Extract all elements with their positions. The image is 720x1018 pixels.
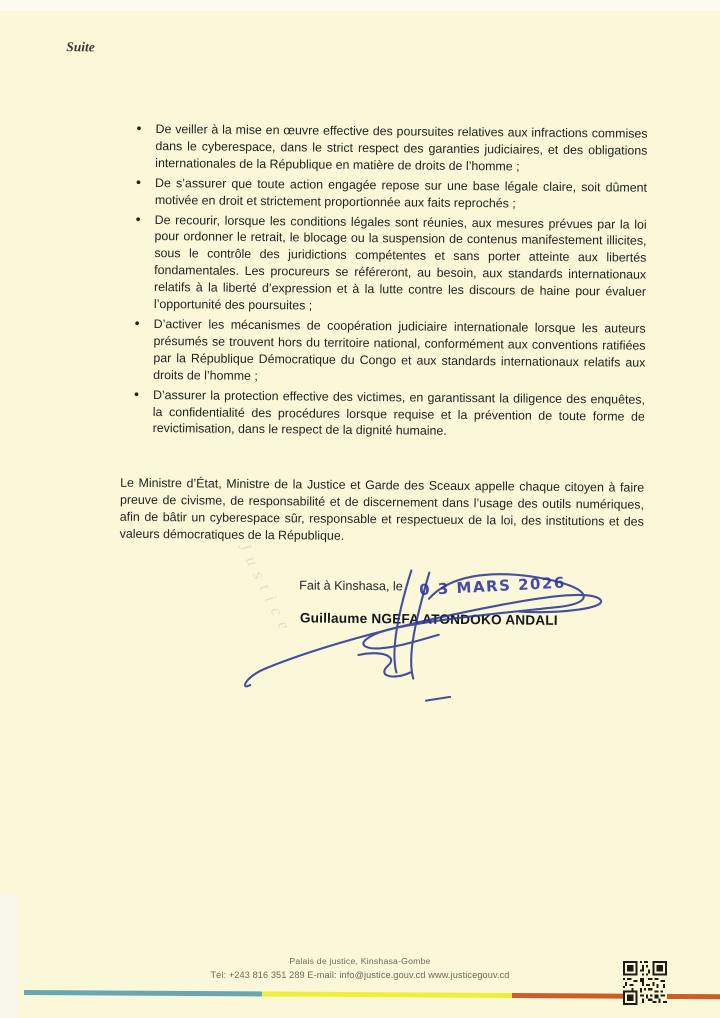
footer-contact: Tél: +243 816 351 289 E-mail: info@justice.gouv.cd www.justicegouv.cd (210, 970, 510, 980)
bullet-item: • De veiller à la mise en œuvre effective des poursuites relatives aux infractions commises dans le cyberespace, dans le strict respect des garanties judiciaires, et des obligations internationales de la République en matière de droits de l’homme ; (123, 121, 647, 177)
bullet-item: • De recourir, lorsque les conditions légales sont réunies, aux mesures prévues par la loi pour ordonner le retrait, le blocage ou la suspension de contenus manifestement illicites, sous le contrôle des juridictions compétentes et sans porter atteinte aux libertés fondamentales. Les procureurs se référeront, au besoin, aux standards internationaux relatifs à la liberté d’expression et à la lutte contre les discours de haine pour évaluer l’opportunité des poursuites ; (122, 211, 647, 317)
bullet-item: • D’assurer la protection effective des victimes, en garantissant la diligence des enquêtes, la confidentialité des procédures lorsque requise et la prévention de toute forme de revictimisation, dans le respect de la dignité humaine. (121, 386, 645, 442)
dateline (299, 573, 566, 600)
qr-code-icon (623, 961, 667, 1005)
continuation-note: Suite (66, 39, 95, 55)
bullet-item: • De s’assurer que toute action engagée repose sur une base légale claire, soit dûment motivée en droit et strictement proportionnée aux faits reprochés ; (123, 174, 647, 213)
justice-watermark: Justice (234, 538, 298, 640)
date-stamp: 0 3 MARS 2026 (418, 573, 566, 600)
document-footer (0, 956, 720, 980)
closing-paragraph: Le Ministre d’État, Ministre de la Justice et Garde des Sceaux appelle chaque citoyen à faire preuve de civisme, de responsabilité et de discernement dans l’usage des outils numériques, afin de bâtir un cyberespace sûr, responsable et respectueux de la loi, des institutions et des valeurs démocratiques de la République. (119, 475, 645, 543)
footer-address: Palais de justice, Kinshasa-Gombe (289, 956, 431, 966)
signatory-name: Guillaume NGEFA ATONDOKO ANDALI (299, 610, 558, 628)
bullet-list (121, 121, 648, 445)
bullet-item: • D’activer les mécanismes de coopération judiciaire internationale lorsque les auteurs présumés se trouvent hors du territoire national, conformément aux conventions ratifiées par la République Démocratique du Congo et aux standards internationaux relatifs aux droits de l’homme ; (121, 316, 646, 389)
dateline-prefix: Fait à Kinshasa, le (299, 578, 403, 594)
